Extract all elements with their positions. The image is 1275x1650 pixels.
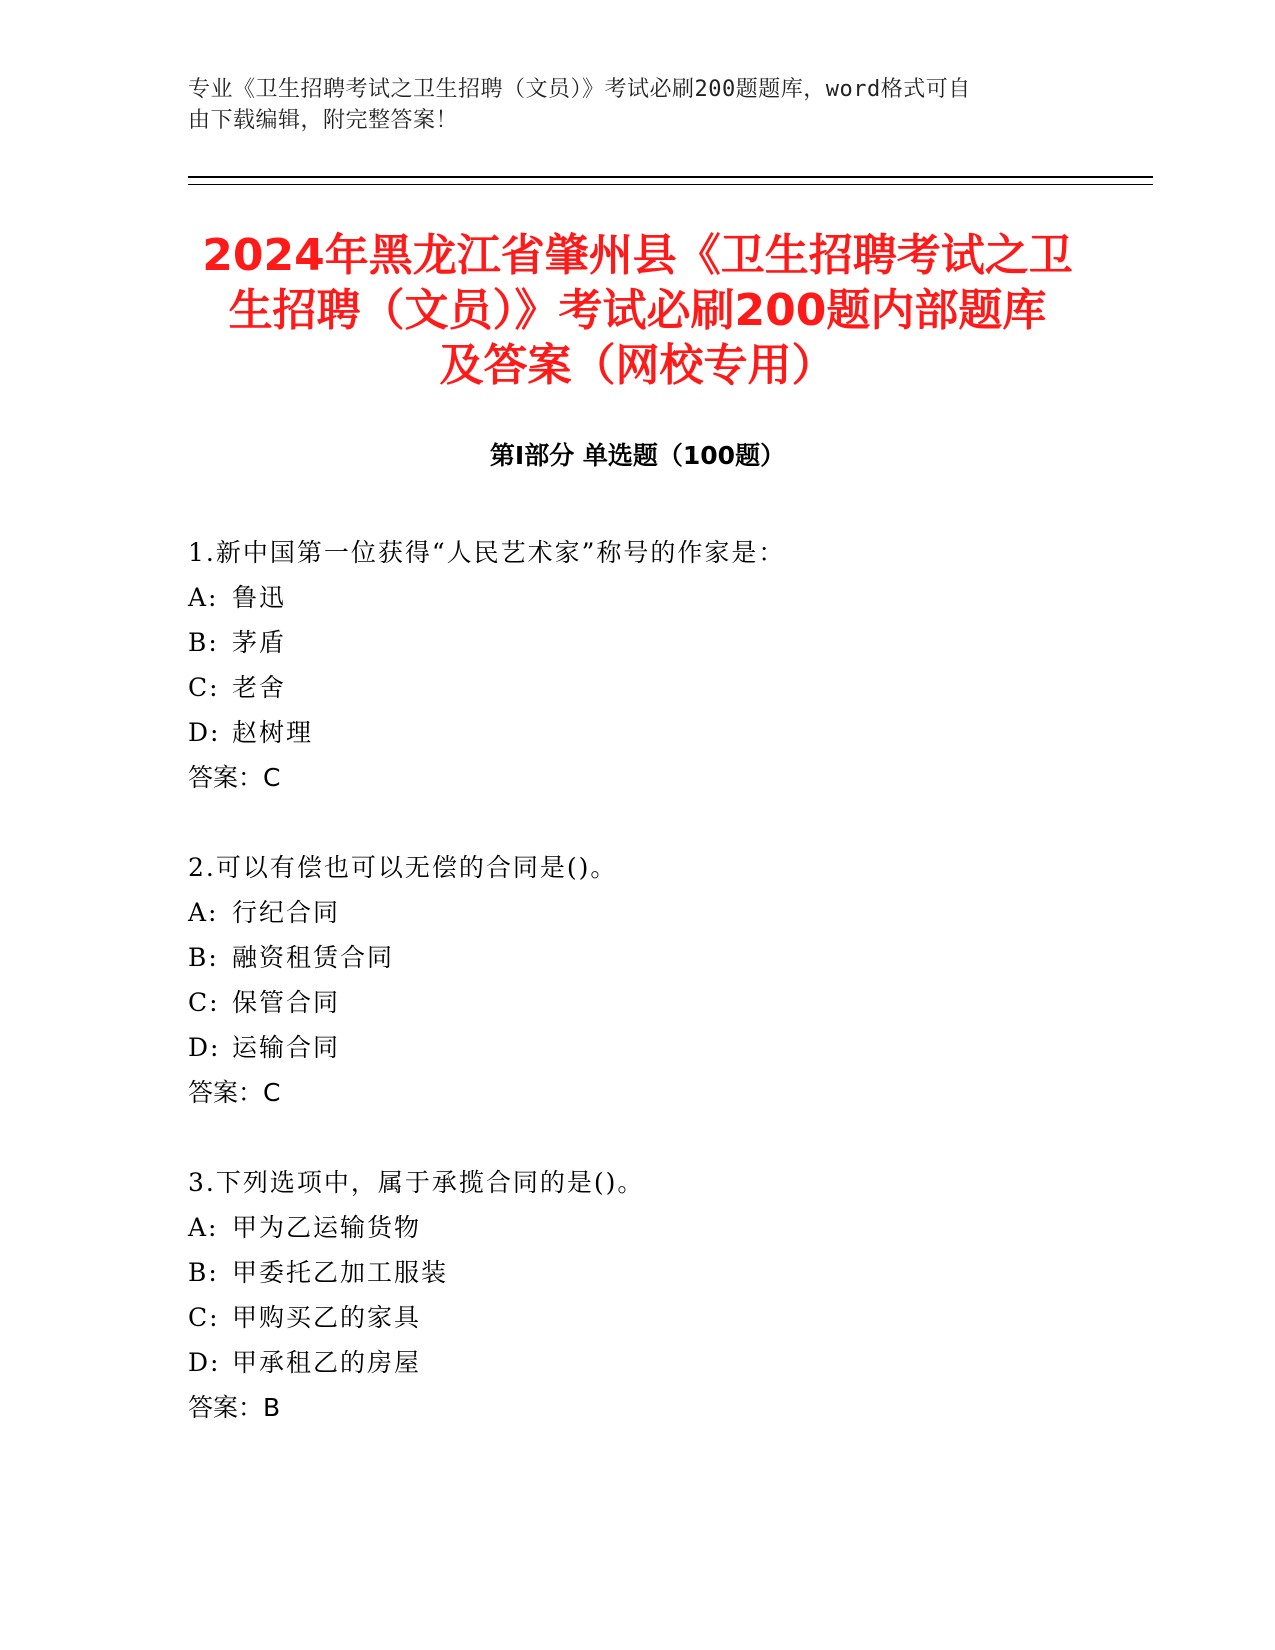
header-rule-thin bbox=[188, 184, 1153, 185]
option-key: C: bbox=[188, 673, 220, 702]
question-stem: 1.新中国第一位获得“人民艺术家”称号的作家是： bbox=[188, 538, 786, 567]
option-text: 茅盾 bbox=[232, 628, 287, 657]
option-b bbox=[188, 1250, 1088, 1295]
option-key: C: bbox=[188, 988, 220, 1017]
option-key: A: bbox=[188, 1213, 219, 1242]
question-list bbox=[188, 530, 1088, 1475]
option-text: 赵树理 bbox=[232, 718, 314, 747]
option-b bbox=[188, 935, 1088, 980]
option-text: 运输合同 bbox=[232, 1033, 341, 1062]
question-item bbox=[188, 530, 1088, 800]
header-rule-thick bbox=[188, 176, 1153, 178]
option-key: A: bbox=[188, 898, 219, 927]
option-text: 甲为乙运输货物 bbox=[232, 1213, 422, 1242]
option-c bbox=[188, 665, 1088, 710]
option-key: D: bbox=[188, 718, 221, 747]
document-title bbox=[170, 228, 1105, 393]
answer-line: 答案：C bbox=[188, 763, 281, 792]
option-text: 甲承租乙的房屋 bbox=[232, 1348, 422, 1377]
option-text: 融资租赁合同 bbox=[232, 943, 395, 972]
section-heading: 第Ⅰ部分 单选题（100题） bbox=[489, 441, 786, 470]
option-text: 保管合同 bbox=[232, 988, 341, 1017]
option-key: C: bbox=[188, 1303, 220, 1332]
option-c bbox=[188, 1295, 1088, 1340]
option-c bbox=[188, 980, 1088, 1025]
answer-line: 答案：C bbox=[188, 1078, 281, 1107]
option-key: D: bbox=[188, 1033, 221, 1062]
option-a bbox=[188, 575, 1088, 620]
option-text: 鲁迅 bbox=[232, 583, 287, 612]
answer-line: 答案：B bbox=[188, 1393, 281, 1422]
option-text: 行纪合同 bbox=[232, 898, 341, 927]
option-text: 甲购买乙的家具 bbox=[232, 1303, 422, 1332]
option-key: D: bbox=[188, 1348, 221, 1377]
question-item bbox=[188, 845, 1088, 1115]
header-note bbox=[188, 74, 1078, 136]
option-b bbox=[188, 620, 1088, 665]
question-stem: 2.可以有偿也可以无偿的合同是()。 bbox=[188, 853, 618, 882]
option-a bbox=[188, 1205, 1088, 1250]
option-d bbox=[188, 1025, 1088, 1070]
option-key: B: bbox=[188, 943, 219, 972]
question-item bbox=[188, 1160, 1088, 1430]
header-note-line-2: 由下载编辑，附完整答案！ bbox=[188, 108, 459, 133]
option-key: B: bbox=[188, 628, 219, 657]
question-stem: 3.下列选项中，属于承揽合同的是()。 bbox=[188, 1168, 645, 1197]
document-title-line-3: 及答案（网校专用） bbox=[439, 340, 836, 391]
option-key: A: bbox=[188, 583, 219, 612]
option-text: 甲委托乙加工服装 bbox=[232, 1258, 449, 1287]
document-title-line-2: 生招聘（文员）》考试必刷200题内部题库 bbox=[228, 285, 1047, 336]
option-text: 老舍 bbox=[232, 673, 287, 702]
header-note-line-1: 专业《卫生招聘考试之卫生招聘（文员）》考试必刷200题题库，word格式可自 bbox=[188, 77, 971, 102]
option-a bbox=[188, 890, 1088, 935]
option-d bbox=[188, 710, 1088, 755]
option-d bbox=[188, 1340, 1088, 1385]
document-title-line-1: 2024年黑龙江省肇州县《卫生招聘考试之卫 bbox=[202, 230, 1073, 281]
option-key: B: bbox=[188, 1258, 219, 1287]
